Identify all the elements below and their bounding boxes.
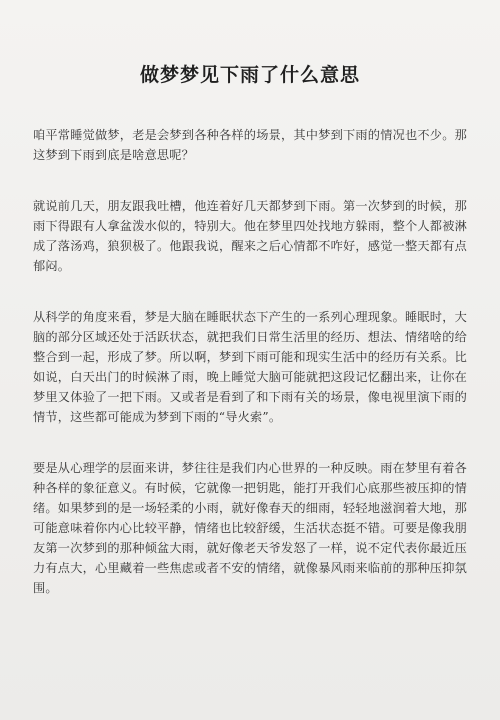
paragraph-psychology: 要是从心理学的层面来讲，梦往往是我们内心世界的一种反映。雨在梦里有着各种各样的象征意义。有时候，它就像一把钥匙，能打开我们心底那些被压抑的情绪。如果梦到的是一场轻柔的小雨，就好像春天的细雨，轻轻地滋润着大地，那可能意味着你内心比较平静，情绪也比较舒缓，生活状态挺不错。可要是像我朋友第一次梦到的那种倾盆大雨，就好像老天爷发怒了一样，说不定代表你最近压力有点大，心里藏着一些焦虑或者不安的情绪，就像暴风雨来临前的那种压抑氛围。: [33, 461, 467, 595]
page-title: 做梦梦见下雨了什么意思: [139, 64, 360, 86]
paragraph-friend-story: 就说前几天，朋友跟我吐槽，他连着好几天都梦到下雨。第一次梦到的时候，那雨下得跟有人拿盆泼水似的，特别大。他在梦里四处找地方躲雨，整个人都被淋成了落汤鸡，狼狈极了。他跟我说，醒来之后心情都不咋好，感觉一整天都有点郁闷。: [33, 199, 467, 273]
paragraph-intro: 咱平常睡觉做梦，老是会梦到各种各样的场景，其中梦到下雨的情况也不少。那这梦到下雨到底是啥意思呢？: [33, 128, 467, 162]
paragraph-science: 从科学的角度来看，梦是大脑在睡眠状态下产生的一系列心理现象。睡眠时，大脑的部分区域还处于活跃状态，就把我们日常生活里的经历、想法、情绪啥的给整合到一起，形成了梦。所以啊，梦到下雨可能和现实生活中的经历有关系。比如说，白天出门的时候淋了雨，晚上睡觉大脑可能就把这段记忆翻出来，让你在梦里又体验了一把下雨。又或者是看到了和下雨有关的场景，像电视里演下雨的情节，这些都可能成为梦到下雨的“导火索”。: [33, 310, 467, 424]
